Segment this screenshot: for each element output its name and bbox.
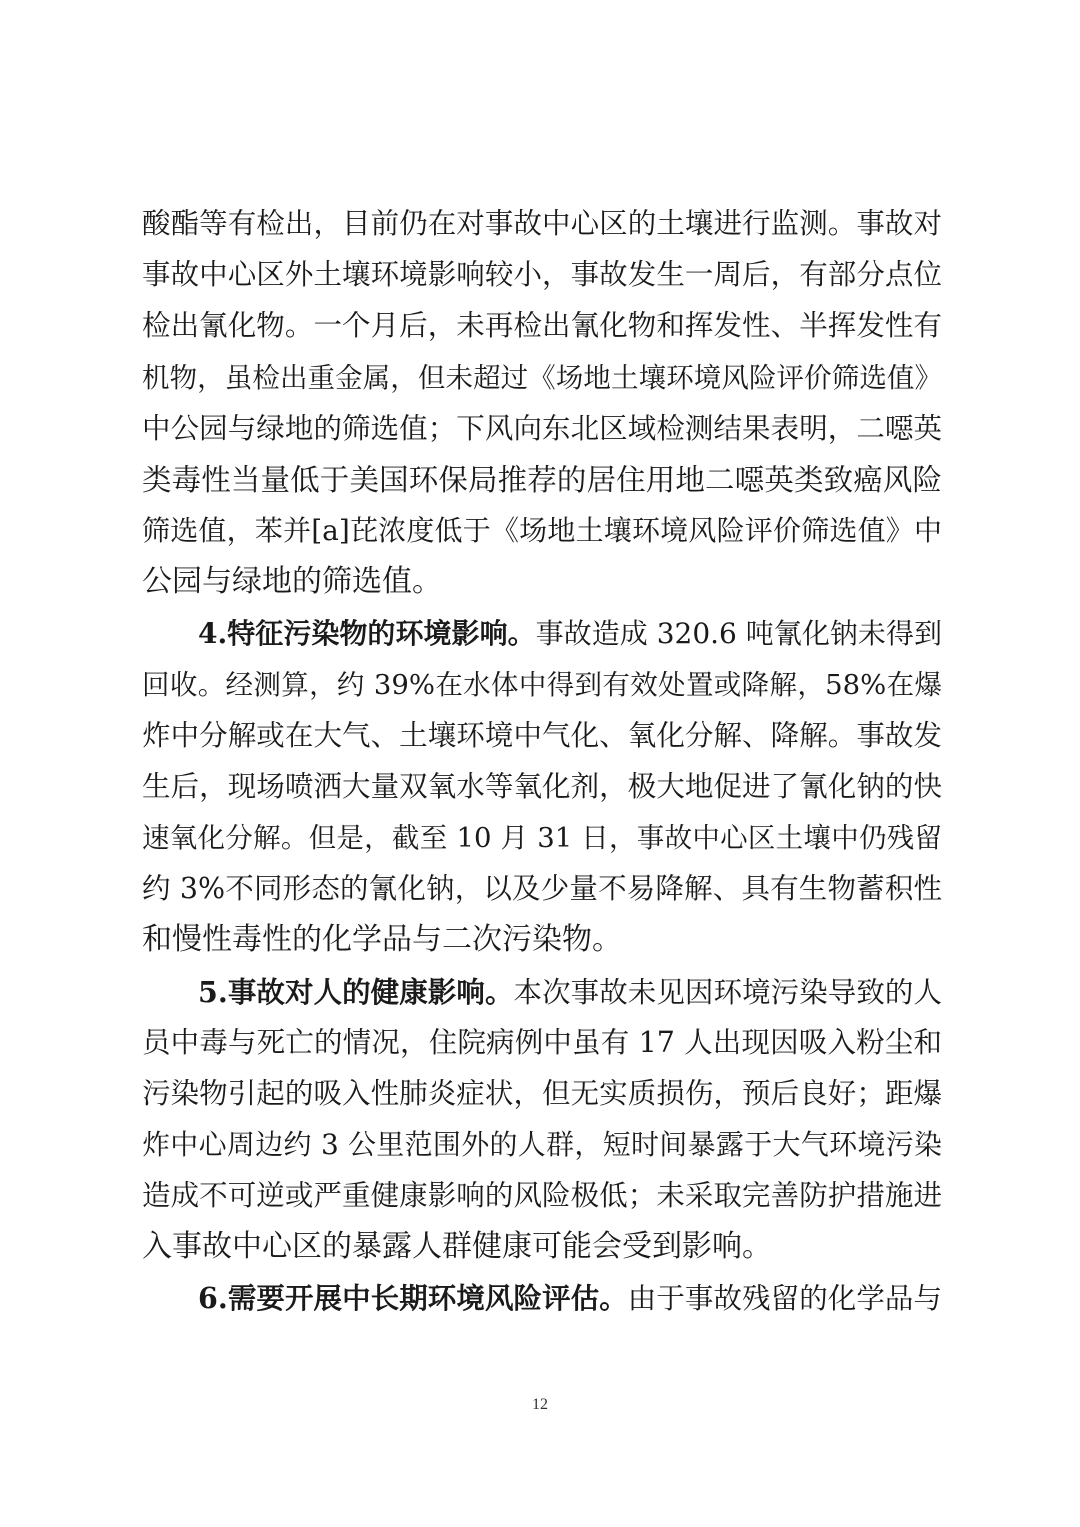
paragraph-first-line: [198, 972, 942, 1012]
text-line: 事故中心区外土壤环境影响较小，事故发生一周后，有部分点位: [142, 258, 942, 291]
text-line: 炸中分解或在大气、土壤环境中气化、氧化分解、降解。事故发: [142, 719, 942, 752]
page-number: 12: [532, 1396, 548, 1413]
text-line: 和慢性毒性的化学品与二次污染物。: [142, 922, 622, 957]
text-run: 事故造成 320.6 吨氰化钠未得到: [535, 617, 942, 650]
text-run: 本次事故未见因环境污染导致的人: [513, 976, 942, 1009]
text-line: 造成不可逆或严重健康影响的风险极低；未采取完善防护措施进: [142, 1179, 942, 1212]
text-line: 公园与绿地的筛选值。: [142, 564, 442, 599]
section-heading: 5.事故对人的健康影响。: [198, 975, 514, 1009]
section-heading: 6.需要开展中长期环境风险评估。: [198, 1281, 628, 1315]
text-line: 入事故中心区的暴露人群健康可能会受到影响。: [142, 1229, 772, 1264]
text-line: 机物，虽检出重金属，但未超过《场地土壤环境风险评价筛选值》: [142, 362, 942, 394]
text-line: 筛选值，苯并[a]芘浓度低于《场地土壤环境风险评价筛选值》中: [142, 514, 942, 547]
section-heading: 4.特征污染物的环境影响。: [198, 617, 536, 650]
text-line: 污染物引起的吸入性肺炎症状，但无实质损伤，预后良好；距爆: [142, 1077, 942, 1110]
text-line: 回收。经测算，约 39%在水体中得到有效处置或降解，58%在爆: [142, 669, 942, 701]
paragraph-first-line: [198, 1278, 942, 1318]
paragraph-first-line: [198, 614, 942, 654]
text-line: 炸中心周边约 3 公里范围外的人群，短时间暴露于大气环境污染: [142, 1128, 942, 1161]
text-line: 约 3%不同形态的氰化钠，以及少量不易降解、具有生物蓄积性: [142, 872, 942, 905]
text-line: 速氧化分解。但是，截至 10 月 31 日，事故中心区土壤中仍残留: [142, 822, 942, 854]
text-line: 中公园与绿地的筛选值；下风向东北区域检测结果表明，二噁英: [142, 412, 942, 445]
text-line: 生后，现场喷洒大量双氧水等氧化剂，极大地促进了氰化钠的快: [142, 770, 942, 803]
text-line: 类毒性当量低于美国环保局推荐的居住用地二噁英类致癌风险: [142, 463, 942, 497]
text-line: 检出氰化物。一个月后，未再检出氰化物和挥发性、半挥发性有: [142, 309, 942, 342]
text-run: 由于事故残留的化学品与: [627, 1282, 942, 1315]
text-line: 员中毒与死亡的情况，住院病例中虽有 17 人出现因吸入粉尘和: [142, 1026, 942, 1059]
text-line: 酸酯等有检出，目前仍在对事故中心区的土壤进行监测。事故对: [142, 207, 942, 240]
